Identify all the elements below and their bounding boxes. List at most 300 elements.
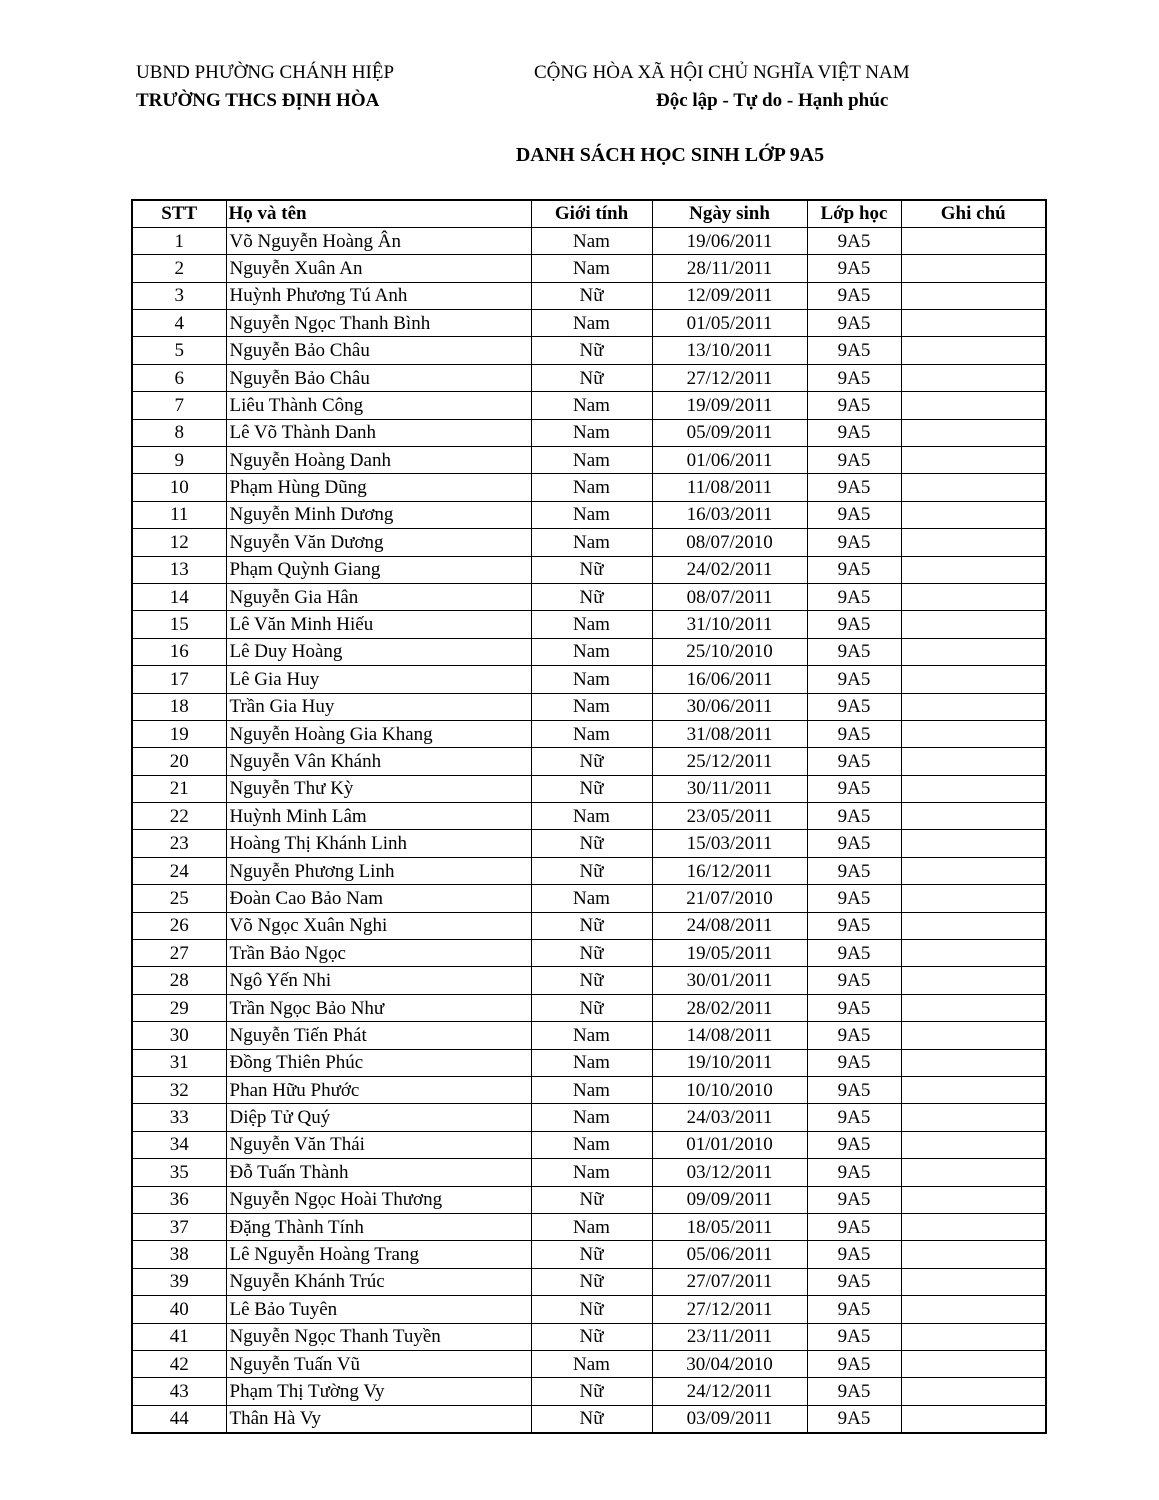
table-row	[132, 419, 1046, 446]
cell-gender: Nữ	[531, 364, 652, 391]
cell-name: Lê Gia Huy	[226, 666, 531, 693]
cell-note	[901, 282, 1046, 309]
cell-name: Đoàn Cao Bảo Nam	[226, 885, 531, 912]
cell-birthdate: 03/09/2011	[652, 1405, 807, 1432]
cell-class: 9A5	[807, 1213, 901, 1240]
cell-note	[901, 501, 1046, 528]
table-row	[132, 1186, 1046, 1213]
cell-stt: 24	[132, 857, 226, 884]
cell-class: 9A5	[807, 419, 901, 446]
cell-name: Đỗ Tuấn Thành	[226, 1159, 531, 1186]
cell-note	[901, 857, 1046, 884]
cell-gender: Nữ	[531, 1378, 652, 1405]
cell-stt: 8	[132, 419, 226, 446]
cell-name: Nguyễn Minh Dương	[226, 501, 531, 528]
cell-note	[901, 775, 1046, 802]
cell-stt: 31	[132, 1049, 226, 1076]
cell-stt: 7	[132, 392, 226, 419]
cell-birthdate: 05/06/2011	[652, 1241, 807, 1268]
cell-name: Nguyễn Phương Linh	[226, 857, 531, 884]
cell-name: Lê Văn Minh Hiếu	[226, 611, 531, 638]
cell-note	[901, 1213, 1046, 1240]
table-row	[132, 1049, 1046, 1076]
cell-class: 9A5	[807, 940, 901, 967]
table-row	[132, 1104, 1046, 1131]
cell-class: 9A5	[807, 255, 901, 282]
table-row	[132, 337, 1046, 364]
cell-stt: 11	[132, 501, 226, 528]
cell-stt: 34	[132, 1131, 226, 1158]
cell-class: 9A5	[807, 447, 901, 474]
cell-gender: Nam	[531, 638, 652, 665]
cell-stt: 22	[132, 803, 226, 830]
cell-class: 9A5	[807, 803, 901, 830]
cell-stt: 33	[132, 1104, 226, 1131]
cell-stt: 27	[132, 940, 226, 967]
national-title: CỘNG HÒA XÃ HỘI CHỦ NGHĨA VIỆT NAM	[534, 62, 910, 83]
cell-class: 9A5	[807, 310, 901, 337]
cell-stt: 20	[132, 748, 226, 775]
cell-class: 9A5	[807, 392, 901, 419]
cell-name: Huỳnh Phương Tú Anh	[226, 282, 531, 309]
cell-name: Nguyễn Văn Thái	[226, 1131, 531, 1158]
cell-gender: Nam	[531, 501, 652, 528]
cell-class: 9A5	[807, 775, 901, 802]
cell-name: Nguyễn Ngọc Thanh Bình	[226, 310, 531, 337]
cell-class: 9A5	[807, 1049, 901, 1076]
cell-gender: Nam	[531, 611, 652, 638]
cell-stt: 10	[132, 474, 226, 501]
table-row	[132, 748, 1046, 775]
cell-stt: 30	[132, 1022, 226, 1049]
cell-name: Trần Gia Huy	[226, 693, 531, 720]
cell-note	[901, 666, 1046, 693]
cell-birthdate: 19/09/2011	[652, 392, 807, 419]
cell-class: 9A5	[807, 227, 901, 254]
cell-gender: Nam	[531, 1159, 652, 1186]
cell-birthdate: 01/01/2010	[652, 1131, 807, 1158]
cell-name: Lê Duy Hoàng	[226, 638, 531, 665]
cell-note	[901, 940, 1046, 967]
cell-note	[901, 1049, 1046, 1076]
cell-birthdate: 31/10/2011	[652, 611, 807, 638]
table-row	[132, 803, 1046, 830]
cell-birthdate: 10/10/2010	[652, 1077, 807, 1104]
cell-name: Thân Hà Vy	[226, 1405, 531, 1432]
cell-note	[901, 1241, 1046, 1268]
cell-name: Nguyễn Khánh Trúc	[226, 1268, 531, 1295]
column-header-name: Họ và tên	[226, 200, 531, 227]
cell-birthdate: 01/05/2011	[652, 310, 807, 337]
table-row	[132, 1022, 1046, 1049]
cell-stt: 41	[132, 1323, 226, 1350]
cell-class: 9A5	[807, 1077, 901, 1104]
cell-class: 9A5	[807, 857, 901, 884]
cell-name: Nguyễn Ngọc Thanh Tuyền	[226, 1323, 531, 1350]
cell-gender: Nam	[531, 1104, 652, 1131]
table-header-row	[132, 200, 1046, 227]
cell-class: 9A5	[807, 611, 901, 638]
cell-stt: 5	[132, 337, 226, 364]
cell-note	[901, 1159, 1046, 1186]
cell-stt: 12	[132, 529, 226, 556]
cell-class: 9A5	[807, 1186, 901, 1213]
cell-note	[901, 1022, 1046, 1049]
table-row	[132, 501, 1046, 528]
table-row	[132, 556, 1046, 583]
cell-stt: 13	[132, 556, 226, 583]
cell-birthdate: 30/04/2010	[652, 1350, 807, 1377]
cell-gender: Nữ	[531, 556, 652, 583]
cell-note	[901, 967, 1046, 994]
cell-name: Võ Ngọc Xuân Nghi	[226, 912, 531, 939]
cell-note	[901, 720, 1046, 747]
table-row	[132, 583, 1046, 610]
cell-note	[901, 1077, 1046, 1104]
cell-name: Phan Hữu Phước	[226, 1077, 531, 1104]
cell-gender: Nam	[531, 1049, 652, 1076]
cell-name: Diệp Tử Quý	[226, 1104, 531, 1131]
school-organization: UBND PHƯỜNG CHÁNH HIỆP	[136, 62, 395, 83]
cell-note	[901, 638, 1046, 665]
table-row	[132, 912, 1046, 939]
cell-note	[901, 1268, 1046, 1295]
table-row	[132, 1378, 1046, 1405]
cell-gender: Nữ	[531, 1268, 652, 1295]
cell-name: Phạm Quỳnh Giang	[226, 556, 531, 583]
cell-note	[901, 556, 1046, 583]
cell-note	[901, 611, 1046, 638]
cell-birthdate: 11/08/2011	[652, 474, 807, 501]
cell-class: 9A5	[807, 529, 901, 556]
cell-note	[901, 912, 1046, 939]
cell-gender: Nữ	[531, 748, 652, 775]
cell-gender: Nam	[531, 227, 652, 254]
cell-stt: 9	[132, 447, 226, 474]
table-row	[132, 1296, 1046, 1323]
table-row	[132, 364, 1046, 391]
cell-birthdate: 16/06/2011	[652, 666, 807, 693]
cell-gender: Nam	[531, 1213, 652, 1240]
cell-class: 9A5	[807, 556, 901, 583]
cell-name: Đặng Thành Tính	[226, 1213, 531, 1240]
cell-stt: 2	[132, 255, 226, 282]
table-body	[132, 227, 1046, 1432]
cell-class: 9A5	[807, 885, 901, 912]
cell-stt: 32	[132, 1077, 226, 1104]
cell-note	[901, 1405, 1046, 1432]
cell-gender: Nam	[531, 803, 652, 830]
national-motto: Độc lập - Tự do - Hạnh phúc	[656, 90, 889, 111]
cell-stt: 44	[132, 1405, 226, 1432]
cell-note	[901, 693, 1046, 720]
table-row	[132, 693, 1046, 720]
cell-note	[901, 529, 1046, 556]
cell-birthdate: 31/08/2011	[652, 720, 807, 747]
cell-gender: Nữ	[531, 1323, 652, 1350]
cell-birthdate: 30/06/2011	[652, 693, 807, 720]
cell-class: 9A5	[807, 583, 901, 610]
cell-gender: Nữ	[531, 967, 652, 994]
cell-name: Lê Võ Thành Danh	[226, 419, 531, 446]
cell-name: Phạm Hùng Dũng	[226, 474, 531, 501]
cell-name: Hoàng Thị Khánh Linh	[226, 830, 531, 857]
cell-gender: Nữ	[531, 1186, 652, 1213]
cell-birthdate: 25/12/2011	[652, 748, 807, 775]
cell-class: 9A5	[807, 1405, 901, 1432]
cell-stt: 23	[132, 830, 226, 857]
cell-birthdate: 03/12/2011	[652, 1159, 807, 1186]
cell-name: Lê Bảo Tuyên	[226, 1296, 531, 1323]
cell-gender: Nam	[531, 720, 652, 747]
cell-class: 9A5	[807, 1022, 901, 1049]
cell-name: Nguyễn Vân Khánh	[226, 748, 531, 775]
cell-gender: Nam	[531, 885, 652, 912]
cell-stt: 40	[132, 1296, 226, 1323]
cell-stt: 25	[132, 885, 226, 912]
cell-birthdate: 08/07/2010	[652, 529, 807, 556]
cell-note	[901, 994, 1046, 1021]
cell-note	[901, 337, 1046, 364]
cell-gender: Nam	[531, 693, 652, 720]
cell-name: Nguyễn Thư Kỳ	[226, 775, 531, 802]
document-title: DANH SÁCH HỌC SINH LỚP 9A5	[515, 144, 825, 166]
cell-class: 9A5	[807, 1104, 901, 1131]
cell-class: 9A5	[807, 1268, 901, 1295]
cell-birthdate: 28/02/2011	[652, 994, 807, 1021]
table-row	[132, 940, 1046, 967]
cell-name: Nguyễn Bảo Châu	[226, 337, 531, 364]
cell-class: 9A5	[807, 638, 901, 665]
table-row	[132, 994, 1046, 1021]
cell-stt: 43	[132, 1378, 226, 1405]
cell-note	[901, 1350, 1046, 1377]
cell-gender: Nam	[531, 310, 652, 337]
cell-name: Nguyễn Tuấn Vũ	[226, 1350, 531, 1377]
cell-gender: Nam	[531, 447, 652, 474]
cell-stt: 15	[132, 611, 226, 638]
cell-stt: 17	[132, 666, 226, 693]
cell-name: Trần Ngọc Bảo Như	[226, 994, 531, 1021]
cell-birthdate: 18/05/2011	[652, 1213, 807, 1240]
cell-note	[901, 474, 1046, 501]
cell-stt: 29	[132, 994, 226, 1021]
cell-class: 9A5	[807, 282, 901, 309]
cell-gender: Nữ	[531, 1241, 652, 1268]
cell-birthdate: 09/09/2011	[652, 1186, 807, 1213]
cell-class: 9A5	[807, 501, 901, 528]
cell-class: 9A5	[807, 693, 901, 720]
cell-name: Lê Nguyễn Hoàng Trang	[226, 1241, 531, 1268]
cell-gender: Nam	[531, 1350, 652, 1377]
table-row	[132, 611, 1046, 638]
cell-class: 9A5	[807, 720, 901, 747]
cell-note	[901, 364, 1046, 391]
cell-class: 9A5	[807, 1378, 901, 1405]
cell-name: Liêu Thành Công	[226, 392, 531, 419]
table-row	[132, 310, 1046, 337]
cell-class: 9A5	[807, 474, 901, 501]
cell-note	[901, 227, 1046, 254]
cell-gender: Nữ	[531, 337, 652, 364]
cell-name: Võ Nguyễn Hoàng Ân	[226, 227, 531, 254]
table-row	[132, 1241, 1046, 1268]
cell-gender: Nam	[531, 1022, 652, 1049]
table-row	[132, 830, 1046, 857]
table-row	[132, 666, 1046, 693]
cell-gender: Nữ	[531, 583, 652, 610]
table-row	[132, 1159, 1046, 1186]
cell-birthdate: 27/07/2011	[652, 1268, 807, 1295]
cell-gender: Nam	[531, 1077, 652, 1104]
cell-name: Nguyễn Văn Dương	[226, 529, 531, 556]
cell-gender: Nam	[531, 392, 652, 419]
column-header-birthdate: Ngày sinh	[652, 200, 807, 227]
cell-note	[901, 447, 1046, 474]
table-row	[132, 474, 1046, 501]
cell-birthdate: 24/12/2011	[652, 1378, 807, 1405]
cell-class: 9A5	[807, 364, 901, 391]
table-row	[132, 1350, 1046, 1377]
cell-birthdate: 25/10/2010	[652, 638, 807, 665]
cell-note	[901, 255, 1046, 282]
cell-gender: Nữ	[531, 994, 652, 1021]
cell-gender: Nam	[531, 666, 652, 693]
school-name: TRƯỜNG THCS ĐỊNH HÒA	[136, 90, 380, 111]
cell-birthdate: 23/11/2011	[652, 1323, 807, 1350]
cell-gender: Nữ	[531, 857, 652, 884]
cell-birthdate: 19/10/2011	[652, 1049, 807, 1076]
table-row	[132, 1405, 1046, 1432]
cell-birthdate: 24/03/2011	[652, 1104, 807, 1131]
column-header-gender: Giới tính	[531, 200, 652, 227]
cell-note	[901, 583, 1046, 610]
cell-birthdate: 19/05/2011	[652, 940, 807, 967]
cell-birthdate: 08/07/2011	[652, 583, 807, 610]
cell-name: Nguyễn Bảo Châu	[226, 364, 531, 391]
table-row	[132, 885, 1046, 912]
cell-name: Trần Bảo Ngọc	[226, 940, 531, 967]
cell-name: Nguyễn Tiến Phát	[226, 1022, 531, 1049]
cell-class: 9A5	[807, 967, 901, 994]
cell-birthdate: 15/03/2011	[652, 830, 807, 857]
cell-class: 9A5	[807, 748, 901, 775]
cell-gender: Nữ	[531, 912, 652, 939]
cell-birthdate: 05/09/2011	[652, 419, 807, 446]
cell-stt: 19	[132, 720, 226, 747]
cell-name: Nguyễn Ngọc Hoài Thương	[226, 1186, 531, 1213]
cell-note	[901, 1323, 1046, 1350]
table-row	[132, 529, 1046, 556]
table-row	[132, 857, 1046, 884]
cell-name: Nguyễn Xuân An	[226, 255, 531, 282]
cell-note	[901, 803, 1046, 830]
table-row	[132, 392, 1046, 419]
table-row	[132, 255, 1046, 282]
cell-birthdate: 19/06/2011	[652, 227, 807, 254]
cell-birthdate: 01/06/2011	[652, 447, 807, 474]
student-table	[131, 199, 1047, 1434]
column-header-note: Ghi chú	[901, 200, 1046, 227]
cell-class: 9A5	[807, 1296, 901, 1323]
cell-stt: 26	[132, 912, 226, 939]
cell-birthdate: 27/12/2011	[652, 1296, 807, 1323]
cell-class: 9A5	[807, 1323, 901, 1350]
cell-name: Phạm Thị Tường Vy	[226, 1378, 531, 1405]
cell-birthdate: 13/10/2011	[652, 337, 807, 364]
cell-note	[901, 1296, 1046, 1323]
column-header-stt: STT	[132, 200, 226, 227]
cell-stt: 36	[132, 1186, 226, 1213]
table-row	[132, 638, 1046, 665]
cell-birthdate: 24/02/2011	[652, 556, 807, 583]
cell-stt: 6	[132, 364, 226, 391]
cell-birthdate: 14/08/2011	[652, 1022, 807, 1049]
cell-class: 9A5	[807, 1241, 901, 1268]
cell-birthdate: 30/11/2011	[652, 775, 807, 802]
cell-stt: 28	[132, 967, 226, 994]
cell-gender: Nam	[531, 1131, 652, 1158]
cell-stt: 16	[132, 638, 226, 665]
table-row	[132, 1077, 1046, 1104]
cell-gender: Nam	[531, 419, 652, 446]
cell-note	[901, 1104, 1046, 1131]
cell-birthdate: 28/11/2011	[652, 255, 807, 282]
cell-name: Huỳnh Minh Lâm	[226, 803, 531, 830]
cell-note	[901, 1186, 1046, 1213]
cell-name: Nguyễn Hoàng Gia Khang	[226, 720, 531, 747]
cell-note	[901, 1378, 1046, 1405]
cell-gender: Nữ	[531, 1405, 652, 1432]
cell-stt: 3	[132, 282, 226, 309]
cell-name: Nguyễn Hoàng Danh	[226, 447, 531, 474]
cell-class: 9A5	[807, 1159, 901, 1186]
table-row	[132, 967, 1046, 994]
cell-gender: Nam	[531, 529, 652, 556]
cell-class: 9A5	[807, 337, 901, 364]
cell-note	[901, 392, 1046, 419]
cell-gender: Nam	[531, 474, 652, 501]
cell-note	[901, 748, 1046, 775]
cell-gender: Nữ	[531, 830, 652, 857]
cell-stt: 1	[132, 227, 226, 254]
cell-class: 9A5	[807, 666, 901, 693]
cell-note	[901, 310, 1046, 337]
cell-birthdate: 16/03/2011	[652, 501, 807, 528]
cell-stt: 14	[132, 583, 226, 610]
cell-gender: Nữ	[531, 940, 652, 967]
cell-name: Đồng Thiên Phúc	[226, 1049, 531, 1076]
cell-note	[901, 1131, 1046, 1158]
table-row	[132, 227, 1046, 254]
cell-name: Ngô Yến Nhi	[226, 967, 531, 994]
table-row	[132, 720, 1046, 747]
cell-stt: 42	[132, 1350, 226, 1377]
cell-birthdate: 12/09/2011	[652, 282, 807, 309]
cell-note	[901, 830, 1046, 857]
cell-birthdate: 23/05/2011	[652, 803, 807, 830]
cell-stt: 35	[132, 1159, 226, 1186]
cell-gender: Nữ	[531, 775, 652, 802]
cell-note	[901, 885, 1046, 912]
table-row	[132, 1323, 1046, 1350]
cell-stt: 37	[132, 1213, 226, 1240]
cell-stt: 39	[132, 1268, 226, 1295]
table-row	[132, 1268, 1046, 1295]
cell-gender: Nữ	[531, 1296, 652, 1323]
cell-birthdate: 21/07/2010	[652, 885, 807, 912]
table-row	[132, 1213, 1046, 1240]
